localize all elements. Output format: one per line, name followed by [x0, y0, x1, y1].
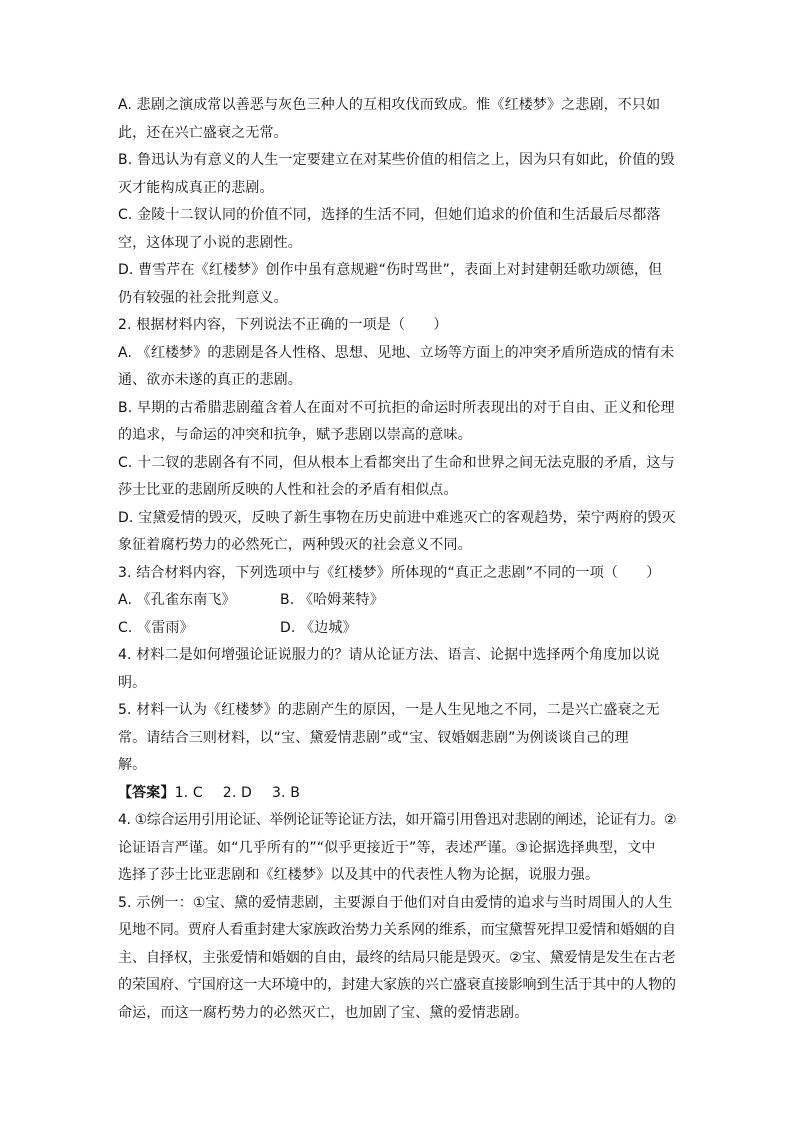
text-line: B. 鲁迅认为有意义的人生一定要建立在对某些价值的相信之上，因为只有如此，价值的毁	[118, 152, 675, 168]
text-line: 此，还在兴亡盛衰之无常。	[118, 124, 288, 141]
answer-item: 1. C	[174, 784, 203, 801]
text-line: 明。	[118, 674, 147, 691]
text-line: A. 悲剧之演成常以善恶与灰色三种人的互相攻伐而致成。惟《红楼梦》之悲剧，不只如	[118, 97, 661, 113]
text-line: 的荣国府、宁国府这一大环境中的，封建大家族的兴亡盛衰直接影响到生活于其中的人物的	[118, 977, 676, 993]
question-5	[118, 697, 678, 780]
answer-label: 【答案】	[118, 784, 175, 801]
answer-5	[118, 890, 678, 1028]
text-line: 4. ①综合运用引用论证、举例论证等论证方法，如开篇引用鲁迅对悲剧的阐述，论证有力。②	[118, 812, 677, 828]
text-line: 4. 材料二是如何增强论证说服力的？请从论证方法、语言、论据中选择两个角度加以说	[118, 647, 660, 663]
text-line: D. 宝黛爱情的毁灭，反映了新生事物在历史前进中难逃灭亡的客观趋势，荣宁两府的毁灭	[118, 509, 676, 526]
document-page	[118, 92, 678, 1027]
text-line: 5. 示例一：①宝、黛的爱情悲剧，主要源自于他们对自由爱情的追求与当时周围人的人生	[118, 894, 673, 911]
answer-4	[118, 807, 678, 890]
question-1-options	[118, 92, 678, 312]
question-3	[118, 560, 678, 643]
text-line: A. 《红楼梦》的悲剧是各人性格、思想、见地、立场等方面上的冲突矛盾所造成的情有未	[118, 344, 675, 361]
text-line: 象征着腐朽势力的必然死亡，两种毁灭的社会意义不同。	[118, 537, 472, 553]
answer-item: 2. D	[222, 784, 252, 801]
text-line: 命运，而这一腐朽势力的必然灭亡，也加剧了宝、黛的爱情悲剧。	[118, 1004, 529, 1021]
text-line: D. 曹雪芹在《红楼梦》创作中虽有意规避“伤时骂世”，表面上对封建朝廷歌功颂德，但	[118, 262, 663, 278]
text-line: 莎士比亚的悲剧所反映的人性和社会的矛盾有相似点。	[118, 482, 458, 498]
text-line: 论证语言严谨。如“几乎所有的”“似乎更接近于”等，表述严谨。③论据选择典型，文中	[118, 839, 656, 856]
text-line: 5. 材料一认为《红楼梦》的悲剧产生的原因，一是人生见地之不同，二是兴亡盛衰之无	[118, 702, 660, 718]
text-line: 常。请结合三则材料，以“宝、黛爱情悲剧”或“宝、钗婚姻悲剧”为例谈谈自己的理	[118, 729, 629, 746]
text-line: 空，这体现了小说的悲剧性。	[118, 234, 302, 251]
text-line: C. 金陵十二钗认同的价值不同，选择的生活不同，但她们追求的价值和生活最后尽都落	[118, 207, 661, 223]
text-line: 灭才能构成真正的悲剧。	[118, 179, 274, 196]
answer-key-row	[118, 780, 678, 808]
text-line: 选择了莎士比亚悲剧和《红楼梦》以及其中的代表性人物为论据，说服力强。	[118, 867, 600, 883]
option-c: C. 《雷雨》	[118, 619, 194, 636]
option-row	[118, 615, 678, 643]
option-d: D. 《边城》	[280, 619, 357, 636]
question-stem: 2. 根据材料内容，下列说法不正确的一项是（ ）	[118, 317, 448, 333]
option-a: A. 《孔雀东南飞》	[118, 592, 236, 608]
text-line: C. 十二钗的悲剧各有不同，但从根本上看都突出了生命和世界之间无法克服的矛盾，这与	[118, 454, 675, 471]
question-4	[118, 642, 678, 697]
text-line: 解。	[118, 757, 147, 773]
question-2	[118, 312, 678, 560]
text-line: 仍有较强的社会批判意义。	[118, 289, 288, 306]
text-line: 的追求，与命运的冲突和抗争，赋予悲剧以崇高的意味。	[118, 427, 472, 443]
option-b: B. 《哈姆莱特》	[280, 592, 384, 608]
text-line: 见地不同。贾府人看重封建大家族政治势力关系网的维系，而宝黛誓死捍卫爱情和婚姻的自	[118, 922, 676, 938]
text-line: 通、欲亦未遂的真正的悲剧。	[118, 372, 302, 388]
text-line: B. 早期的古希腊悲剧蕴含着人在面对不可抗拒的命运时所表现出的对于自由、正义和伦理	[118, 399, 675, 416]
text-line: 主、自择权，主张爱情和婚姻的自由，最终的结局只能是毁灭。②宝、黛爱情是发生在古老	[118, 949, 676, 966]
question-stem: 3. 结合材料内容，下列选项中与《红楼梦》所体现的“真正之悲剧”不同的一项（ ）	[118, 564, 661, 581]
option-row	[118, 587, 678, 615]
answer-item: 3. B	[272, 784, 301, 801]
